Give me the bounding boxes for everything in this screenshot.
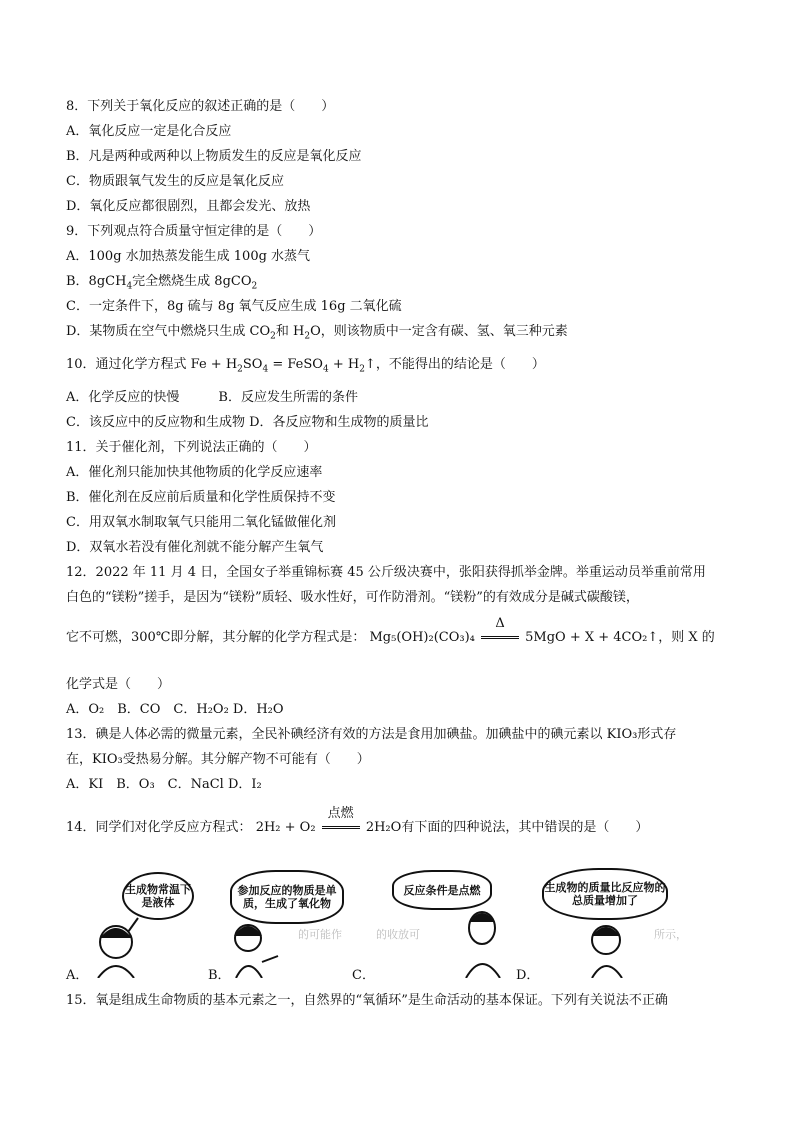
q9-option-c: C．一定条件下，8g 硫与 8g 氧气反应生成 16g 二氧化硫: [66, 299, 402, 314]
q15-line-1: 15．氧是组成生命物质的基本元素之一，自然界的“氧循环”是生命活动的基本保证。下列有关说法不正确: [66, 993, 668, 1008]
q12-line-3: 它不可燃，300℃即分解，其分解的化学方程式是： Mg₅(OH)₂(CO₃)₄ Δ 5MgO + X + 4CO₂↑，则 X 的: [66, 616, 715, 645]
q12-options: A．O₂ B．CO C．H₂O₂ D．H₂O: [66, 702, 284, 717]
q10-options-ab: A．化学反应的快慢 B．反应发生所需的条件: [66, 390, 358, 405]
q8-option-a: A．氧化反应一定是化合反应: [66, 124, 232, 139]
q12-equation-arrow: Δ: [479, 630, 521, 646]
speech-bubble-a: 生成物常温下是液体: [122, 872, 194, 920]
q14-letter-b: B．: [208, 968, 231, 983]
q11-option-a: A．催化剂只能加快其他物质的化学反应速率: [66, 465, 323, 480]
q10-stem: 10．通过化学方程式 $Fe + H_2SO_4$ = FeSO$_4$ + $H_2↑$，不能得出的结论是（ ）: [66, 357, 545, 375]
q14-picture-options: [66, 866, 706, 983]
speech-bubble-d: 生成物的质量比反应物的总质量增加了: [542, 868, 668, 920]
q12-equation-left: Mg₅(OH)₂(CO₃)₄: [369, 630, 475, 645]
q14-letter-d: D．: [516, 968, 540, 983]
q14-equation-arrow: 点燃: [320, 820, 362, 836]
q12-line-4: 化学式是（ ）: [66, 677, 171, 692]
speech-bubble-b: 参加反应的物质是单质，生成了氧化物: [230, 870, 344, 924]
q9-stem: 9．下列观点符合质量守恒定律的是（ ）: [66, 224, 322, 239]
q8-option-c: C．物质跟氧气发生的反应是氧化反应: [66, 174, 284, 189]
q14-equation-left: 2H₂ + O₂: [255, 820, 316, 835]
q14-letter-a: A．: [66, 968, 89, 983]
student-figure-c-icon: [370, 866, 510, 978]
student-figure-b-icon: [228, 866, 366, 978]
speech-bubble-c: 反应条件是点燃: [392, 870, 492, 910]
q13-line-1: 13．碘是人体必需的微量元素，全民补碘经济有效的方法是食用加碘盐。加碘盐中的碘元素以 KIO₃形式存: [66, 727, 677, 742]
q14-letter-c: C．: [352, 968, 375, 983]
q11-option-d: D．双氧水若没有催化剂就不能分解产生氧气: [66, 540, 324, 555]
q8-option-d: D．氧化反应都很剧烈，且都会发光、放热: [66, 199, 311, 214]
q9-option-a: A．100g 水加热蒸发能生成 100g 水蒸气: [66, 249, 311, 264]
q11-option-b: B．催化剂在反应前后质量和化学性质保持不变: [66, 490, 336, 505]
q8-option-b: B．凡是两种或两种以上物质发生的反应是氧化反应: [66, 149, 362, 164]
q11-option-c: C．用双氧水制取氧气只能用二氧化锰做催化剂: [66, 515, 336, 530]
q11-stem: 11．关于催化剂，下列说法正确的（ ）: [66, 440, 317, 455]
student-figure-d-icon: [534, 866, 706, 978]
q14-picture-a: [86, 866, 204, 978]
q8-stem: 8．下列关于氧化反应的叙述正确的是（ ）: [66, 99, 335, 114]
q14-stem: 14．同学们对化学反应方程式： 2H₂ + O₂ 点燃 2H₂O有下面的四种说法，其中错误的是（ ）: [66, 806, 649, 835]
q9-option-d: D．某物质在空气中燃烧只生成 $CO_2$和 $H_2O$，则该物质中一定含有碳、氢、氧三种元素: [66, 324, 568, 342]
q10-options-cd: C．该反应中的反应物和生成物 D．各反应物和生成物的质量比: [66, 415, 429, 430]
q13-line-2: 在，KIO₃受热易分解。其分解产物不可能有（ ）: [66, 752, 370, 767]
q13-options: A．KI B．O₃ C．NaCl D．I₂: [66, 777, 262, 792]
student-figure-a-icon: [86, 866, 204, 978]
q12-line-1: 12．2022 年 11 月 4 日，全国女子举重锦标赛 45 公斤级决赛中，张阳获得抓举金牌。举重运动员举重前常用: [66, 565, 706, 580]
q14-picture-c: 的收放可 反应条件是点燃: [370, 866, 510, 978]
q12-equation-right: 5MgO + X + 4CO₂↑: [525, 630, 659, 645]
q14-equation-right: 2H₂O: [365, 820, 402, 835]
q14-picture-d: 所示， 生成物的质量比反应物的总质量增加了: [534, 866, 706, 978]
q14-picture-b: 的可能作 参加反应的物质是单质，生成了氧化物: [228, 866, 366, 978]
q12-line-2: 白色的“镁粉”搓手，是因为“镁粉”质轻、吸水性好，可作防滑剂。“镁粉”的有效成分是碱式碳酸镁，: [66, 590, 639, 605]
q9-option-b: B．8gCH$_4$完全燃烧生成 8gCO$_2$: [66, 274, 258, 292]
